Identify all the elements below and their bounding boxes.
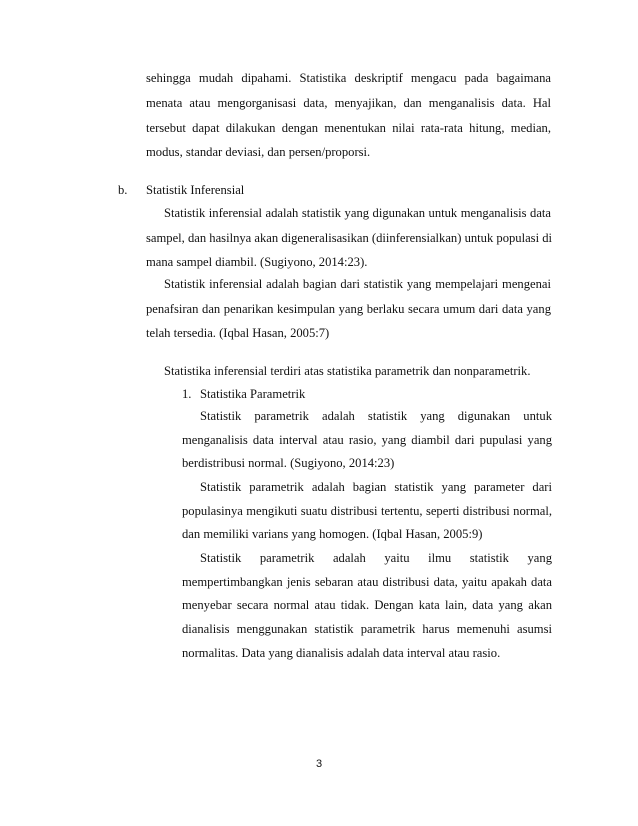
text-line: sehingga mudah dipahami. Statistika deskriptif mengacu pada bagaimana bbox=[146, 71, 551, 85]
text-line: Statistik parametrik adalah yaitu ilmu statistik yang bbox=[200, 551, 552, 565]
text-line: Statistik inferensial adalah bagian dari statistik yang mempelajari mengenai bbox=[164, 277, 551, 291]
text-line: Statistik inferensial adalah statistik yang digunakan untuk menganalisis data bbox=[164, 206, 551, 220]
list-item-title: Statistika Parametrik bbox=[200, 387, 306, 401]
text-line: dianalisis menggunakan statistik parametrik harus memenuhi asumsi bbox=[182, 622, 552, 636]
page-number: 3 bbox=[315, 758, 323, 770]
text-line: menyebar secara normal atau tidak. Dengan kata lain, data yang akan bbox=[182, 598, 552, 612]
text-line: sampel, dan hasilnya akan digeneralisasikan (diinferensialkan) untuk populasi di bbox=[146, 231, 553, 245]
text-line: Statistik parametrik adalah bagian statistik yang parameter dari bbox=[200, 480, 552, 494]
list-number: 1. bbox=[182, 387, 192, 401]
text-line: menata atau mengorganisasi data, menyajikan, dan menganalisis data. Hal bbox=[146, 96, 551, 110]
text-line: dan memiliki varians yang homogen. (Iqbal Hasan, 2005:9) bbox=[182, 527, 483, 541]
text-line: populasinya mengikuti suatu distribusi tertentu, seperti distribusi normal, bbox=[182, 504, 552, 518]
section-marker: b. bbox=[118, 183, 128, 197]
text-line: mempertimbangkan jenis sebaran atau distribusi data, yaitu apakah data bbox=[182, 575, 552, 589]
text-line: modus, standar deviasi, dan persen/proporsi. bbox=[146, 145, 371, 159]
text-line: normalitas. Data yang dianalisis adalah data interval atau rasio. bbox=[182, 646, 501, 660]
text-line: mana sampel diambil. (Sugiyono, 2014:23). bbox=[146, 255, 368, 269]
text-line: tersebut dapat dilakukan dengan menentukan nilai rata-rata hitung, median, bbox=[146, 121, 551, 135]
text-line: menganalisis data interval atau rasio, yang diambil dari pupulasi yang bbox=[182, 433, 552, 447]
text-line: penafsiran dan penarikan kesimpulan yang berlaku secara umum dari data yang bbox=[146, 302, 551, 316]
text-line: Statistik parametrik adalah statistik yang digunakan untuk bbox=[200, 409, 552, 423]
intro-line: Statistika inferensial terdiri atas statistika parametrik dan nonparametrik. bbox=[164, 364, 531, 378]
text-line: telah tersedia. (Iqbal Hasan, 2005:7) bbox=[146, 326, 330, 340]
section-heading: Statistik Inferensial bbox=[146, 183, 245, 197]
text-line: berdistribusi normal. (Sugiyono, 2014:23) bbox=[182, 456, 395, 470]
